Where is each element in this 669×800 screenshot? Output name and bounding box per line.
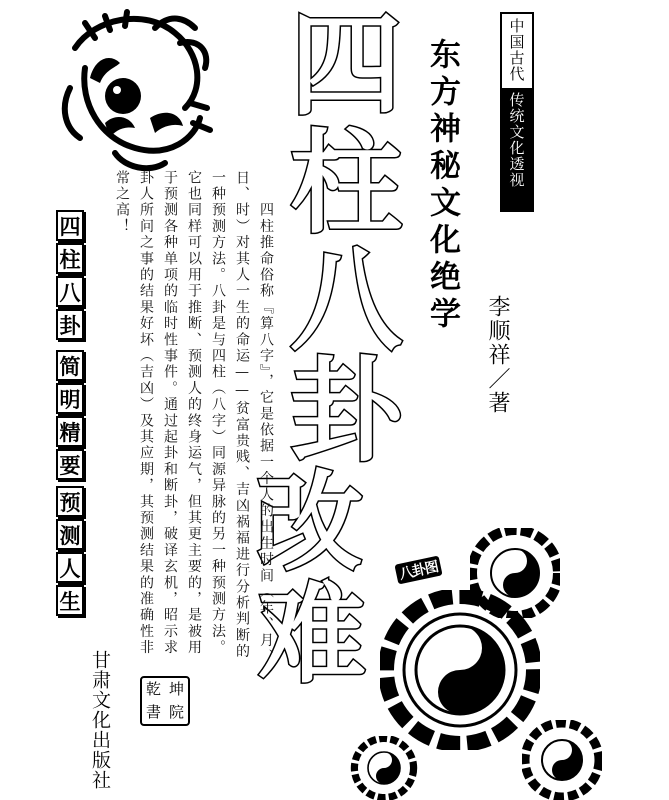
tagline-char: 八 bbox=[56, 276, 84, 307]
series-label-top: 中国古代 bbox=[502, 14, 532, 88]
seal-char: 書 bbox=[145, 703, 161, 721]
tagline-char: 生 bbox=[56, 585, 84, 616]
title-char-6: 难 bbox=[258, 573, 367, 698]
bagua-icon bbox=[344, 736, 424, 800]
tagline-column-3 bbox=[56, 486, 84, 616]
seal-char: 坤 bbox=[168, 680, 184, 698]
tagline-char: 人 bbox=[56, 552, 84, 583]
tagline-column-2 bbox=[56, 350, 84, 480]
tagline-column-1 bbox=[56, 210, 84, 340]
title-char-4: 卦 bbox=[290, 347, 402, 477]
seal-stamp bbox=[140, 676, 190, 726]
tagline-char: 测 bbox=[56, 519, 84, 550]
series-label-bottom: 传统文化透视 bbox=[502, 88, 532, 210]
title-char-1: 四 bbox=[290, 1, 402, 131]
bagua-icon bbox=[380, 590, 540, 750]
seal-char: 乾 bbox=[145, 680, 161, 698]
description-text: 四柱推命俗称『算八字』，它是依据一个人的出生时间（年、月、日、时）对其人一生的命运——贫富贵贱、吉凶祸福进行分析判断的一种预测方法。八卦是与四柱（八字）同源异脉的另一种预测方法。它也同样可以用于推断、预测人的终身运气，但其更主要的，是被用于预测各种单项的临时性事件。通过起卦和断卦，破译玄机，昭示求卦人所问之事的结果好坏（吉凶）及其应期，其预测结果的准确性非常之高！ bbox=[114, 170, 274, 666]
subtitle: 东方神秘文化绝学 bbox=[424, 38, 460, 334]
tagline-char: 精 bbox=[56, 416, 84, 447]
bagua-icon bbox=[522, 720, 602, 800]
tagline-char: 柱 bbox=[56, 243, 84, 274]
dragon-icon bbox=[55, 8, 215, 178]
bagua-label: 八卦图 bbox=[394, 556, 442, 585]
title-char-5: 改 bbox=[255, 461, 364, 586]
tagline-char: 简 bbox=[56, 350, 84, 381]
tagline-char: 预 bbox=[56, 486, 84, 517]
tagline-char: 明 bbox=[56, 383, 84, 414]
author: 李顺祥／著 bbox=[485, 295, 510, 415]
title-char-2: 柱 bbox=[290, 119, 402, 249]
seal-char: 院 bbox=[168, 703, 184, 721]
tagline-char: 要 bbox=[56, 449, 84, 480]
series-label-box bbox=[500, 12, 534, 212]
title-char-3: 八 bbox=[290, 236, 402, 366]
tagline-char: 四 bbox=[56, 210, 84, 241]
publisher: 甘肃文化出版社 bbox=[89, 650, 111, 790]
tagline-char: 卦 bbox=[56, 309, 84, 340]
